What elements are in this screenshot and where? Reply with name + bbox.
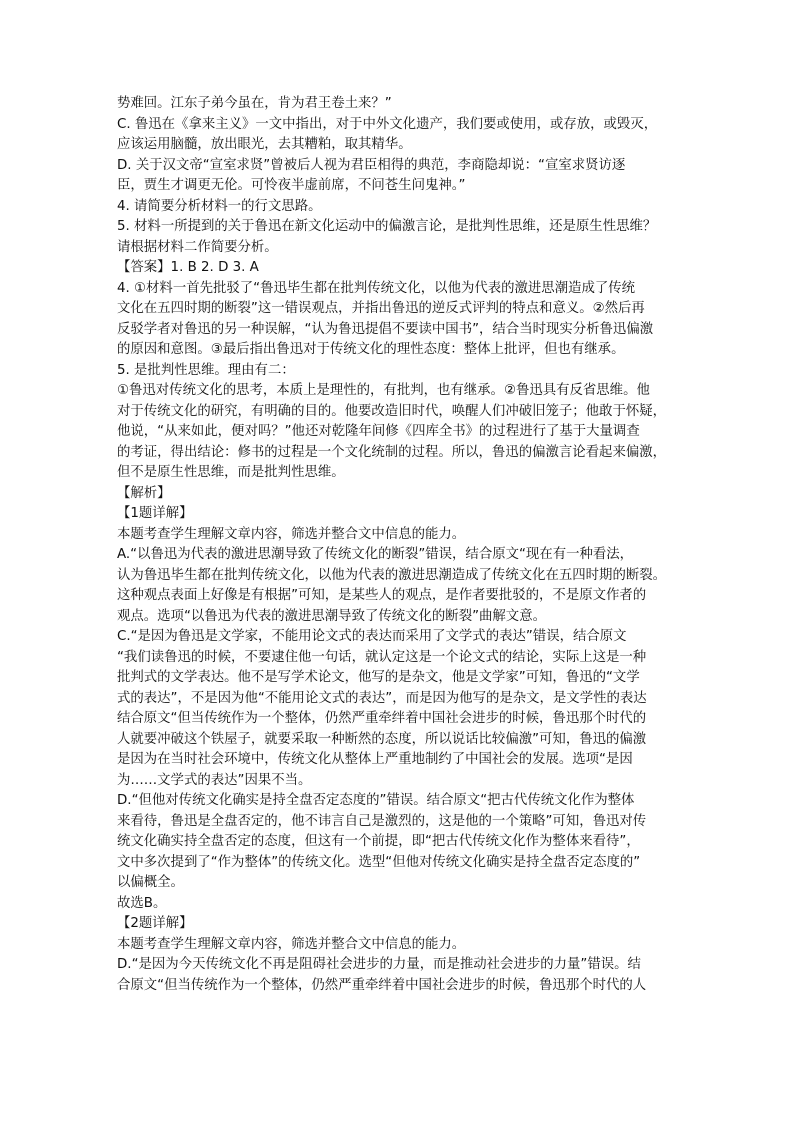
- text-line: 的原因和意图。③最后指出鲁迅对于传统文化的理性态度：整体上批评，但也有继承。: [117, 342, 625, 357]
- text-line: 这种观点表面上好像是有根据”可知，是某些人的观点，是作者要批驳的，不是原文作者的: [117, 588, 647, 603]
- text-line: 认为鲁迅毕生都在批判传统文化，以他为代表的激进思潮造成了传统文化在五四时期的断裂。: [117, 567, 667, 583]
- text-line: 的考证，得出结论：修书的过程是一个文化统制的过程。所以，鲁迅的偏激言论看起来偏激，: [117, 444, 667, 460]
- text-line: 【解析】: [117, 485, 171, 501]
- text-line: 他说，“从来如此，便对吗？”他还对乾隆年间修《四库全书》的过程进行了基于大量调查: [117, 424, 640, 439]
- text-line: 5. 材料一所提到的关于鲁迅在新文化运动中的偏激言论，是批判性思维，还是原生性思维？: [117, 219, 657, 234]
- text-line: D.“是因为今天传统文化不再是阻碍社会进步的力量，而是推动社会进步的力量”错误。结: [117, 957, 641, 972]
- document-page: [117, 94, 683, 996]
- text-line: A.“以鲁迅为代表的激进思潮导致了传统文化的断裂”错误，结合原文“现在有一种看法，: [117, 547, 634, 562]
- text-line: 结合原文“但当传统作为一个整体，仍然严重牵绊着中国社会进步的时候，鲁迅那个时代的: [117, 711, 647, 726]
- text-line: 应该运用脑髓，放出眼光，去其糟粕，取其精华。: [117, 137, 412, 152]
- text-line: C. 鲁迅在《拿来主义》一文中指出，对于中外文化遗产，我们要或使用，或存放，或毁灭，: [117, 116, 658, 132]
- text-line: 故选B。: [117, 895, 167, 911]
- text-line: 统文化确实持全盘否定的态度，但这有一个前提，即“把古代传统文化作为整体来看待”，: [117, 834, 640, 849]
- text-line: 文化在五四时期的断裂”这一错误观点，并指出鲁迅的逆反式评判的特点和意义。②然后再: [117, 301, 645, 316]
- text-line: 本题考查学生理解文章内容，筛选并整合文中信息的能力。: [117, 936, 466, 952]
- text-line: 势难回。江东子弟今虽在，肯为君王卷土来？”: [117, 96, 392, 111]
- text-line: 为……文学式的表达”因果不当。: [117, 772, 312, 788]
- text-line: 对于传统文化的研究，有明确的目的。他要改造旧时代，唤醒人们冲破旧笼子；他敢于怀疑，: [117, 403, 667, 419]
- text-line: 以偏概全。: [117, 875, 184, 890]
- text-line: “我们读鲁迅的时候，不要逮住他一句话，就认定这是一个论文式的结论，实际上这是一种: [117, 649, 647, 665]
- text-line: 来看待，鲁迅是全盘否定的，他不讳言自己是激烈的，这是他的一个策略”可知，鲁迅对传: [117, 813, 647, 829]
- text-line: 反驳学者对鲁迅的另一种误解，“认为鲁迅提倡不要读中国书”，结合当时现实分析鲁迅偏激: [117, 321, 654, 337]
- text-line: D. 关于汉文帝“宣室求贤”曾被后人视为君臣相得的典范，李商隐却说：“宣室求贤访逐: [117, 157, 626, 173]
- text-line: 4. ①材料一首先批驳了“鲁迅毕生都在批判传统文化，以他为代表的激进思潮造成了传统: [117, 280, 636, 296]
- text-line: 式的表达”，不是因为他“不能用论文式的表达”，而是因为他写的是杂文，是文学性的表达: [117, 690, 647, 706]
- text-line: 【2题详解】: [117, 916, 193, 931]
- text-line: D.“但他对传统文化确实是持全盘否定态度的”错误。结合原文“把古代传统文化作为整体: [117, 793, 635, 808]
- text-line: 是因为在当时社会环境中，传统文化从整体上严重地制约了中国社会的发展。选项“是因: [117, 752, 633, 767]
- text-line: 合原文“但当传统作为一个整体，仍然严重牵绊着中国社会进步的时候，鲁迅那个时代的人: [117, 977, 647, 993]
- text-line: 【1题详解】: [117, 506, 193, 521]
- text-line: C.“是因为鲁迅是文学家，不能用论文式的表达而采用了文学式的表达”错误，结合原文: [117, 629, 627, 644]
- text-line: ①鲁迅对传统文化的思考，本质上是理性的，有批判，也有继承。②鲁迅具有反省思维。他: [117, 383, 650, 398]
- text-line: 请根据材料二作简要分析。: [117, 239, 278, 255]
- text-line: 5. 是批判性思维。理由有二：: [117, 362, 295, 378]
- text-line: 本题考查学生理解文章内容，筛选并整合文中信息的能力。: [117, 526, 466, 542]
- text-line: 【答案】1. B 2. D 3. A: [117, 260, 259, 275]
- text-line: 但不是原生性思维，而是批判性思维。: [117, 465, 345, 480]
- text-line: 人就要冲破这个铁屋子，就要采取一种断然的态度，所以说话比较偏激”可知，鲁迅的偏激: [117, 731, 647, 747]
- text-line: 臣，贾生才调更无伦。可怜夜半虚前席，不问苍生问鬼神。”: [117, 178, 466, 193]
- text-line: 文中多次提到了“作为整体”的传统文化。选型“但他对传统文化确实是持全盘否定态度的”: [117, 854, 641, 870]
- text-line: 观点。选项“以鲁迅为代表的激进思潮导致了传统文化的断裂”曲解文意。: [117, 608, 546, 624]
- text-line: 批判式的文学表达。他不是写学术论文，他写的是杂文，他是文学家”可知，鲁迅的“文学: [117, 670, 640, 685]
- text-line: 4. 请简要分析材料一的行文思路。: [117, 198, 322, 214]
